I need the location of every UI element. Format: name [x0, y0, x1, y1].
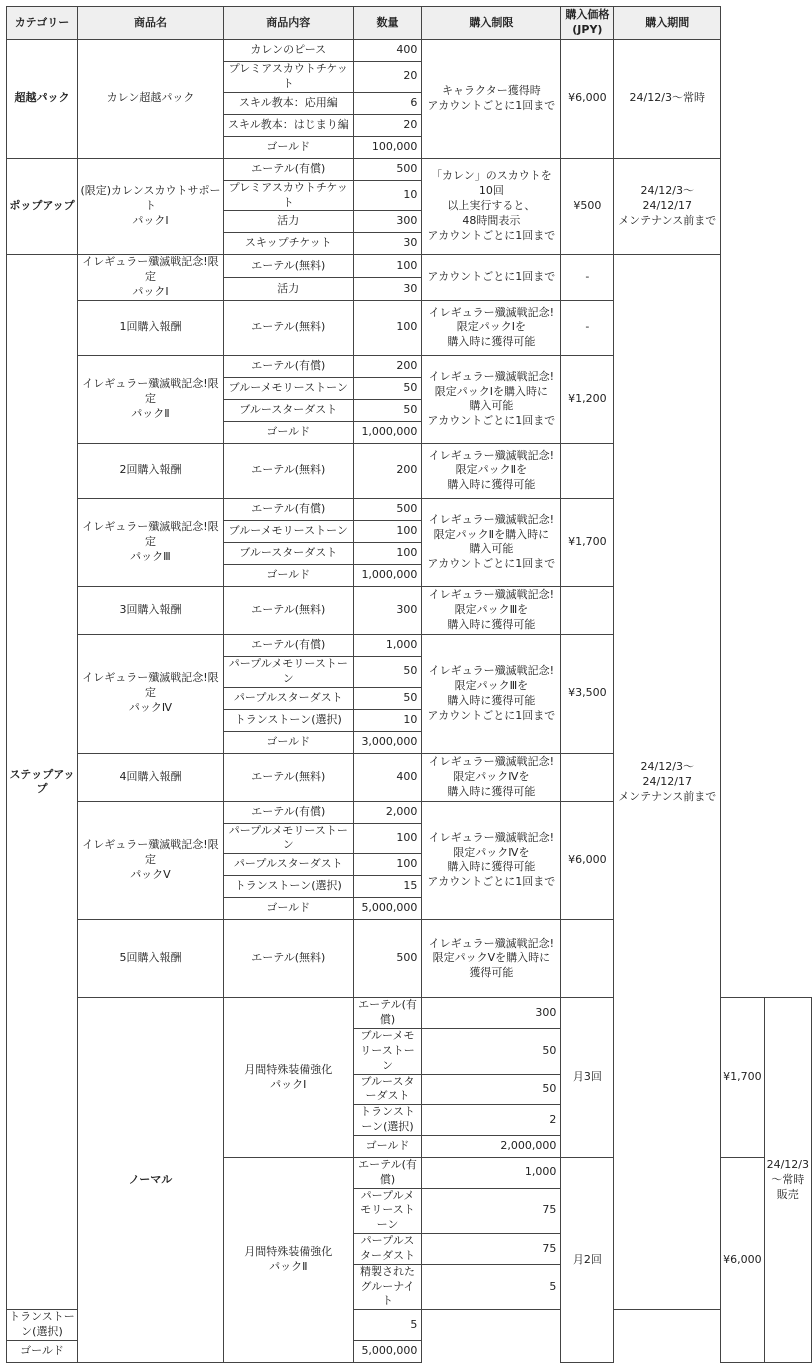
purchase-limit: キャラクター獲得時 アカウントごとに1回まで — [422, 40, 561, 159]
item-qty: 1,000,000 — [353, 421, 422, 443]
item-qty: 500 — [353, 158, 422, 180]
item-qty: 20 — [353, 114, 422, 136]
item-qty: 300 — [353, 211, 422, 233]
item-name: ゴールド — [223, 421, 353, 443]
item-name: パープルメモリーストーン — [223, 656, 353, 687]
table-container — [6, 6, 812, 1363]
purchase-period: 24/12/3～常時 — [614, 40, 721, 159]
item-qty: 400 — [353, 40, 422, 62]
item-name: トランストーン(選択) — [223, 876, 353, 898]
price: ¥3,500 — [561, 634, 614, 753]
price: ¥6,000 — [561, 801, 614, 920]
column-header: 購入期間 — [614, 7, 721, 40]
item-qty: 2,000 — [353, 801, 422, 823]
item-name: ブルースターダスト — [353, 1074, 422, 1105]
item-name: エーテル(有償) — [223, 498, 353, 520]
purchase-limit: イレギュラー殲滅戦記念! 限定パックⅡを購入時に 購入可能 アカウントごとに1回まで — [422, 498, 561, 586]
item-name: エーテル(有償) — [223, 634, 353, 656]
item-name: エーテル(無料) — [223, 920, 353, 998]
item-qty: 500 — [353, 498, 422, 520]
price — [561, 753, 614, 801]
item-name: ブルーメモリーストーン — [223, 520, 353, 542]
item-qty: 30 — [353, 233, 422, 255]
product-name: イレギュラー殲滅戦記念!限定 パックⅣ — [77, 634, 223, 753]
item-name: ブルースターダスト — [223, 542, 353, 564]
item-name: ゴールド — [223, 564, 353, 586]
column-header: 数量 — [353, 7, 422, 40]
purchase-period: 24/12/3～24/12/17 メンテナンス前まで — [614, 255, 721, 1310]
item-name: ゴールド — [223, 731, 353, 753]
item-qty: 50 — [353, 656, 422, 687]
item-qty: 2,000,000 — [422, 1135, 561, 1157]
item-qty: 300 — [353, 586, 422, 634]
item-name: スキル教本：はじまり編 — [223, 114, 353, 136]
item-qty: 400 — [353, 753, 422, 801]
purchase-period: 24/12/3～常時販売 — [764, 998, 811, 1363]
item-qty: 20 — [353, 62, 422, 93]
item-qty: 50 — [353, 687, 422, 709]
item-name: スキップチケット — [223, 233, 353, 255]
purchase-limit: アカウントごとに1回まで — [422, 255, 561, 301]
purchase-limit: イレギュラー殲滅戦記念! 限定パックⅢを 購入時に獲得可能 — [422, 586, 561, 634]
item-qty: 2 — [422, 1105, 561, 1136]
pack-table — [6, 6, 812, 1363]
item-qty: 100 — [353, 542, 422, 564]
category-cell: ポップアップ — [7, 158, 78, 255]
item-name: ゴールド — [223, 136, 353, 158]
item-name: ゴールド — [353, 1135, 422, 1157]
item-qty: 200 — [353, 443, 422, 498]
item-name: エーテル(無料) — [223, 255, 353, 278]
item-name: 活力 — [223, 211, 353, 233]
item-qty: 50 — [353, 399, 422, 421]
item-qty: 100 — [353, 854, 422, 876]
item-qty: 75 — [422, 1188, 561, 1234]
item-name: ブルーメモリーストーン — [353, 1028, 422, 1074]
item-qty: 50 — [422, 1028, 561, 1074]
item-qty: 1,000 — [422, 1157, 561, 1188]
item-qty: 3,000,000 — [353, 731, 422, 753]
item-qty: 200 — [353, 355, 422, 377]
purchase-limit: 月3回 — [561, 998, 614, 1158]
price: ¥1,200 — [561, 355, 614, 443]
price: ¥1,700 — [721, 998, 765, 1158]
item-qty: 15 — [353, 876, 422, 898]
price: ¥6,000 — [721, 1157, 765, 1362]
purchase-limit: イレギュラー殲滅戦記念! 限定パックⅠを 購入時に獲得可能 — [422, 300, 561, 355]
table-row — [7, 40, 812, 62]
product-name: 5回購入報酬 — [77, 920, 223, 998]
item-qty: 10 — [353, 709, 422, 731]
purchase-limit: イレギュラー殲滅戦記念! 限定パックⅡを 購入時に獲得可能 — [422, 443, 561, 498]
item-name: パープルスターダスト — [223, 687, 353, 709]
item-name: トランストーン(選択) — [7, 1310, 78, 1341]
purchase-limit: 「カレン」のスカウトを10回 以上実行すると、 48時間表示 アカウントごとに1回まで — [422, 158, 561, 255]
item-name: エーテル(無料) — [223, 586, 353, 634]
item-qty: 300 — [422, 998, 561, 1029]
product-name: (限定)カレンスカウトサポート パックⅠ — [77, 158, 223, 255]
item-name: エーテル(無料) — [223, 300, 353, 355]
column-header: 商品名 — [77, 7, 223, 40]
item-name: パープルスターダスト — [223, 854, 353, 876]
item-qty: 5 — [422, 1264, 561, 1310]
item-name: プレミアスカウトチケット — [223, 62, 353, 93]
item-name: エーテル(有償) — [223, 355, 353, 377]
table-row — [7, 158, 812, 180]
product-name: 2回購入報酬 — [77, 443, 223, 498]
product-name: 1回購入報酬 — [77, 300, 223, 355]
product-name: 4回購入報酬 — [77, 753, 223, 801]
item-name: エーテル(有償) — [353, 1157, 422, 1188]
price — [561, 920, 614, 998]
product-name: イレギュラー殲滅戦記念!限定 パックⅤ — [77, 801, 223, 920]
item-qty: 5,000,000 — [353, 898, 422, 920]
column-header: 商品内容 — [223, 7, 353, 40]
product-name: 月間特殊装備強化 パックⅠ — [223, 998, 353, 1158]
column-header: カテゴリー — [7, 7, 78, 40]
column-header: 購入制限 — [422, 7, 561, 40]
item-name: スキル教本：応用編 — [223, 92, 353, 114]
category-cell: 超越パック — [7, 40, 78, 159]
item-name: パープルメモリーストーン — [223, 823, 353, 854]
item-name: トランストーン(選択) — [353, 1105, 422, 1136]
item-qty: 1,000,000 — [353, 564, 422, 586]
item-name: ブルースターダスト — [223, 399, 353, 421]
item-name: ゴールド — [223, 898, 353, 920]
product-name: イレギュラー殲滅戦記念!限定 パックⅠ — [77, 255, 223, 301]
item-name: ゴールド — [7, 1341, 78, 1363]
table-row — [7, 7, 812, 40]
item-name: ブルーメモリーストーン — [223, 377, 353, 399]
purchase-limit: イレギュラー殲滅戦記念! 限定パックⅣを 購入時に獲得可能 アカウントごとに1回まで — [422, 801, 561, 920]
price: - — [561, 255, 614, 301]
category-cell: ステップアップ — [7, 255, 78, 1310]
category-cell: ノーマル — [77, 998, 223, 1363]
item-name: プレミアスカウトチケット — [223, 180, 353, 211]
price: ¥6,000 — [561, 40, 614, 159]
item-qty: 100 — [353, 520, 422, 542]
item-name: カレンのピース — [223, 40, 353, 62]
item-name: パープルスターダスト — [353, 1234, 422, 1265]
purchase-limit: イレギュラー殲滅戦記念! 限定パックⅤを購入時に 獲得可能 — [422, 920, 561, 998]
item-qty: 100,000 — [353, 136, 422, 158]
purchase-period: 24/12/3～24/12/17 メンテナンス前まで — [614, 158, 721, 255]
product-name: カレン超越パック — [77, 40, 223, 159]
item-name: 活力 — [223, 278, 353, 301]
item-qty: 5,000,000 — [353, 1341, 422, 1363]
purchase-limit: 月2回 — [561, 1157, 614, 1362]
item-name: パープルメモリーストーン — [353, 1188, 422, 1234]
item-qty: 30 — [353, 278, 422, 301]
item-qty: 75 — [422, 1234, 561, 1265]
product-name: 月間特殊装備強化 パックⅡ — [223, 1157, 353, 1362]
price: - — [561, 300, 614, 355]
item-qty: 100 — [353, 823, 422, 854]
item-name: トランストーン(選択) — [223, 709, 353, 731]
product-name: イレギュラー殲滅戦記念!限定 パックⅡ — [77, 355, 223, 443]
item-name: エーテル(有償) — [223, 801, 353, 823]
item-qty: 10 — [353, 180, 422, 211]
item-qty: 500 — [353, 920, 422, 998]
item-qty: 50 — [353, 377, 422, 399]
column-header: 購入価格 (JPY) — [561, 7, 614, 40]
product-name: 3回購入報酬 — [77, 586, 223, 634]
item-qty: 100 — [353, 255, 422, 278]
table-row — [7, 255, 812, 278]
product-name: イレギュラー殲滅戦記念!限定 パックⅢ — [77, 498, 223, 586]
purchase-limit: イレギュラー殲滅戦記念! 限定パックⅣを 購入時に獲得可能 — [422, 753, 561, 801]
item-qty: 50 — [422, 1074, 561, 1105]
price: ¥500 — [561, 158, 614, 255]
item-qty: 1,000 — [353, 634, 422, 656]
price: ¥1,700 — [561, 498, 614, 586]
item-name: エーテル(有償) — [353, 998, 422, 1029]
item-name: エーテル(無料) — [223, 443, 353, 498]
item-name: エーテル(有償) — [223, 158, 353, 180]
item-name: 精製されたグルーナイト — [353, 1264, 422, 1310]
item-qty: 5 — [353, 1310, 422, 1341]
item-name: エーテル(無料) — [223, 753, 353, 801]
purchase-limit: イレギュラー殲滅戦記念! 限定パックⅠを購入時に 購入可能 アカウントごとに1回まで — [422, 355, 561, 443]
purchase-limit: イレギュラー殲滅戦記念! 限定パックⅢを 購入時に獲得可能 アカウントごとに1回まで — [422, 634, 561, 753]
item-qty: 100 — [353, 300, 422, 355]
price — [561, 586, 614, 634]
item-qty: 6 — [353, 92, 422, 114]
price — [561, 443, 614, 498]
